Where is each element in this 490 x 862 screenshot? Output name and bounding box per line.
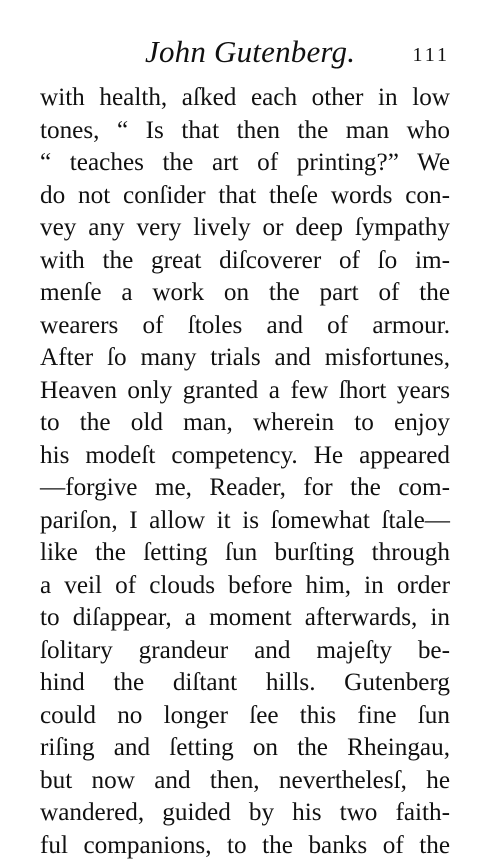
text-line: do not conſider that theſe words con- xyxy=(40,180,450,213)
text-line: could no longer ſee this fine ſun xyxy=(40,700,450,733)
running-head xyxy=(40,34,450,74)
text-line: tones, “ Is that then the man who xyxy=(40,115,450,148)
text-line: hind the diſtant hills. Gutenberg xyxy=(40,667,450,700)
page-number: 111 xyxy=(412,44,450,67)
text-line: —forgive me, Reader, for the com- xyxy=(40,472,450,505)
text-line: to diſappear, a moment afterwards, in xyxy=(40,602,450,635)
text-line: riſing and ſetting on the Rheingau, xyxy=(40,732,450,765)
text-line: pariſon, I allow it is ſomewhat ſtale— xyxy=(40,505,450,538)
text-line: After ſo many trials and misfortunes, xyxy=(40,342,450,375)
text-line: ſolitary grandeur and majeſty be- xyxy=(40,635,450,668)
text-line: with the great diſcoverer of ſo im- xyxy=(40,245,450,278)
text-line: with health, aſked each other in low xyxy=(40,82,450,115)
text-line: ful companions, to the banks of the xyxy=(40,830,450,862)
text-line: to the old man, wherein to enjoy xyxy=(40,407,450,440)
text-line: a veil of clouds before him, in order xyxy=(40,570,450,603)
text-line: but now and then, neverthelesſ, he xyxy=(40,765,450,798)
running-head-title: John Gutenberg. xyxy=(145,34,355,70)
text-line: menſe a work on the part of the xyxy=(40,277,450,310)
text-line: like the ſetting ſun burſting through xyxy=(40,537,450,570)
text-line: wandered, guided by his two faith- xyxy=(40,797,450,830)
text-line: his modeſt competency. He appeared xyxy=(40,440,450,473)
text-line: Heaven only granted a few ſhort years xyxy=(40,375,450,408)
text-line: wearers of ſtoles and of armour. xyxy=(40,310,450,343)
text-line: vey any very lively or deep ſympathy xyxy=(40,212,450,245)
text-line: “ teaches the art of printing?” We xyxy=(40,147,450,180)
body-text xyxy=(40,82,450,862)
